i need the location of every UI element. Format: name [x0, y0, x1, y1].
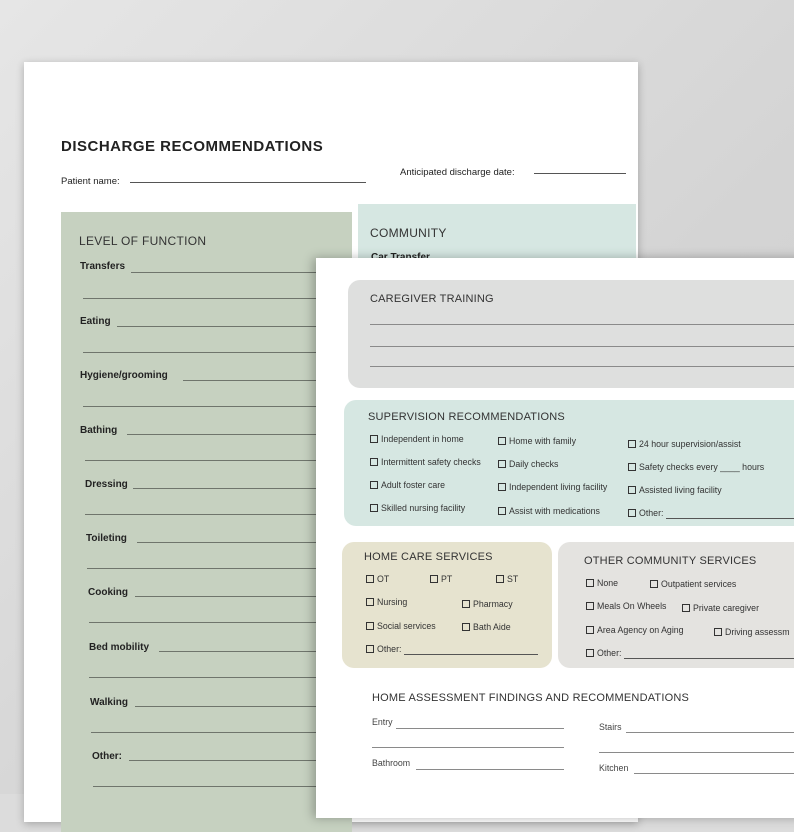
checkbox[interactable]	[586, 649, 594, 657]
community-option[interactable]	[714, 627, 790, 637]
supervision-option[interactable]	[370, 457, 481, 467]
option-label: Meals On Wheels	[597, 601, 667, 611]
home-care-option[interactable]	[366, 621, 436, 631]
write-line[interactable]	[599, 752, 794, 753]
patient-name-field[interactable]	[130, 182, 366, 183]
checkbox[interactable]	[498, 507, 506, 515]
checkbox[interactable]	[366, 622, 374, 630]
supervision-option[interactable]	[370, 480, 445, 490]
supervision-option[interactable]	[498, 506, 600, 516]
home-assessment-heading: HOME ASSESSMENT FINDINGS AND RECOMMENDATIONS	[372, 692, 690, 704]
checkbox[interactable]	[714, 628, 722, 636]
option-label: None	[597, 578, 619, 588]
write-line[interactable]	[370, 324, 794, 325]
home-care-card	[342, 542, 552, 668]
checkbox[interactable]	[498, 437, 506, 445]
function-item: Bed mobility	[89, 642, 150, 653]
community-option[interactable]	[586, 601, 666, 611]
level-of-function-heading: LEVEL OF FUNCTION	[79, 234, 207, 248]
write-line[interactable]	[135, 596, 331, 597]
write-line[interactable]	[129, 760, 331, 761]
function-item: Other:	[92, 751, 122, 762]
option-label: Bath Aide	[473, 622, 511, 632]
checkbox[interactable]	[628, 486, 636, 494]
option-label: Independent in home	[381, 434, 464, 444]
option-label: Other:	[597, 648, 622, 658]
option-label: Assisted living facility	[639, 485, 722, 495]
home-care-option[interactable]	[462, 599, 513, 609]
write-line[interactable]	[89, 622, 331, 623]
function-item: Hygiene/grooming	[80, 370, 168, 381]
checkbox[interactable]	[628, 440, 636, 448]
home-care-option[interactable]	[462, 622, 511, 632]
function-item: Cooking	[88, 587, 128, 598]
supervision-option[interactable]	[370, 434, 464, 444]
caregiver-training-heading: CAREGIVER TRAINING	[370, 293, 494, 305]
option-label: Skilled nursing facility	[381, 503, 466, 513]
checkbox[interactable]	[370, 435, 378, 443]
other-field[interactable]	[624, 658, 794, 659]
checkbox[interactable]	[682, 604, 690, 612]
community-option[interactable]	[586, 625, 684, 635]
function-item: Transfers	[80, 261, 126, 272]
supervision-option[interactable]	[370, 503, 465, 513]
other-field[interactable]	[404, 654, 538, 655]
community-option[interactable]	[650, 579, 736, 589]
services-sheet	[316, 258, 794, 818]
option-label: Nursing	[377, 597, 408, 607]
write-line[interactable]	[626, 732, 794, 733]
function-item: Eating	[80, 316, 111, 327]
checkbox[interactable]	[462, 623, 470, 631]
write-line[interactable]	[83, 352, 331, 353]
discharge-date-field[interactable]	[534, 173, 626, 174]
checkbox[interactable]	[370, 458, 378, 466]
option-label: Other:	[639, 508, 664, 518]
option-label: 24 hour supervision/assist	[639, 439, 741, 449]
option-label: Assist with medications	[509, 506, 600, 516]
community-option[interactable]	[586, 648, 621, 658]
write-line[interactable]	[117, 326, 331, 327]
write-line[interactable]	[416, 769, 564, 770]
option-label: Safety checks every ____ hours	[639, 462, 765, 472]
write-line[interactable]	[89, 677, 331, 678]
write-line[interactable]	[370, 366, 794, 367]
write-line[interactable]	[83, 298, 331, 299]
supervision-option[interactable]	[628, 508, 663, 518]
write-line[interactable]	[137, 542, 331, 543]
other-community-heading: OTHER COMMUNITY SERVICES	[584, 555, 757, 567]
home-care-option[interactable]	[366, 574, 389, 584]
checkbox[interactable]	[370, 481, 378, 489]
checkbox[interactable]	[650, 580, 658, 588]
write-line[interactable]	[93, 786, 331, 787]
supervision-option[interactable]	[498, 459, 558, 469]
assessment-field-label: Kitchen	[599, 763, 629, 773]
checkbox[interactable]	[370, 504, 378, 512]
patient-name-label: Patient name:	[61, 176, 120, 187]
checkbox[interactable]	[586, 579, 594, 587]
checkbox[interactable]	[586, 626, 594, 634]
caregiver-training-card	[348, 280, 794, 388]
checkbox[interactable]	[628, 509, 636, 517]
option-label: PT	[441, 574, 453, 584]
option-label: Pharmacy	[473, 599, 513, 609]
home-care-option[interactable]	[496, 574, 518, 584]
option-label: Social services	[377, 621, 436, 631]
option-label: Independent living facility	[509, 482, 608, 492]
level-of-function-panel	[61, 212, 352, 832]
option-label: Adult foster care	[381, 480, 446, 490]
home-care-option[interactable]	[366, 644, 401, 654]
home-care-option[interactable]	[430, 574, 452, 584]
checkbox[interactable]	[366, 575, 374, 583]
option-label: Driving assessm	[725, 627, 790, 637]
write-line[interactable]	[159, 651, 331, 652]
supervision-heading: SUPERVISION RECOMMENDATIONS	[368, 411, 565, 423]
home-care-heading: HOME CARE SERVICES	[364, 551, 493, 563]
other-community-card	[558, 542, 794, 668]
checkbox[interactable]	[628, 463, 636, 471]
function-item: Bathing	[80, 425, 118, 436]
checkbox[interactable]	[366, 645, 374, 653]
write-line[interactable]	[127, 434, 331, 435]
assessment-field-label: Stairs	[599, 722, 622, 732]
write-line[interactable]	[83, 406, 331, 407]
option-label: Home with family	[509, 436, 576, 446]
community-heading: COMMUNITY	[370, 226, 447, 240]
supervision-option[interactable]	[498, 482, 607, 492]
option-label: Outpatient services	[661, 579, 737, 589]
checkbox[interactable]	[496, 575, 504, 583]
write-line[interactable]	[396, 728, 564, 729]
checkbox[interactable]	[586, 602, 594, 610]
supervision-option[interactable]	[498, 436, 576, 446]
function-item: Dressing	[85, 479, 128, 490]
other-field[interactable]	[666, 518, 794, 519]
write-line[interactable]	[370, 346, 794, 347]
write-line[interactable]	[131, 272, 331, 273]
supervision-option[interactable]	[628, 462, 764, 472]
checkbox[interactable]	[430, 575, 438, 583]
discharge-date-label: Anticipated discharge date:	[400, 167, 515, 178]
community-option[interactable]	[682, 603, 759, 613]
checkbox[interactable]	[498, 483, 506, 491]
write-line[interactable]	[183, 380, 331, 381]
checkbox[interactable]	[366, 598, 374, 606]
option-label: ST	[507, 574, 519, 584]
write-line[interactable]	[85, 460, 331, 461]
checkbox[interactable]	[462, 600, 470, 608]
supervision-option[interactable]	[628, 485, 722, 495]
option-label: Private caregiver	[693, 603, 760, 613]
write-line[interactable]	[135, 706, 331, 707]
checkbox[interactable]	[498, 460, 506, 468]
option-label: Area Agency on Aging	[597, 625, 684, 635]
supervision-option[interactable]	[628, 439, 741, 449]
write-line[interactable]	[91, 732, 331, 733]
supervision-card	[344, 400, 794, 526]
write-line[interactable]	[87, 568, 331, 569]
community-option[interactable]	[586, 578, 618, 588]
write-line[interactable]	[372, 747, 564, 748]
home-care-option[interactable]	[366, 597, 407, 607]
function-item: Walking	[90, 697, 128, 708]
option-label: Other:	[377, 644, 402, 654]
assessment-field-label: Entry	[372, 717, 393, 727]
write-line[interactable]	[133, 488, 331, 489]
page-title: DISCHARGE RECOMMENDATIONS	[61, 138, 324, 155]
option-label: Daily checks	[509, 459, 559, 469]
option-label: OT	[377, 574, 390, 584]
function-item: Toileting	[86, 533, 127, 544]
assessment-field-label: Bathroom	[372, 758, 411, 768]
write-line[interactable]	[634, 773, 794, 774]
write-line[interactable]	[85, 514, 331, 515]
option-label: Intermittent safety checks	[381, 457, 481, 467]
